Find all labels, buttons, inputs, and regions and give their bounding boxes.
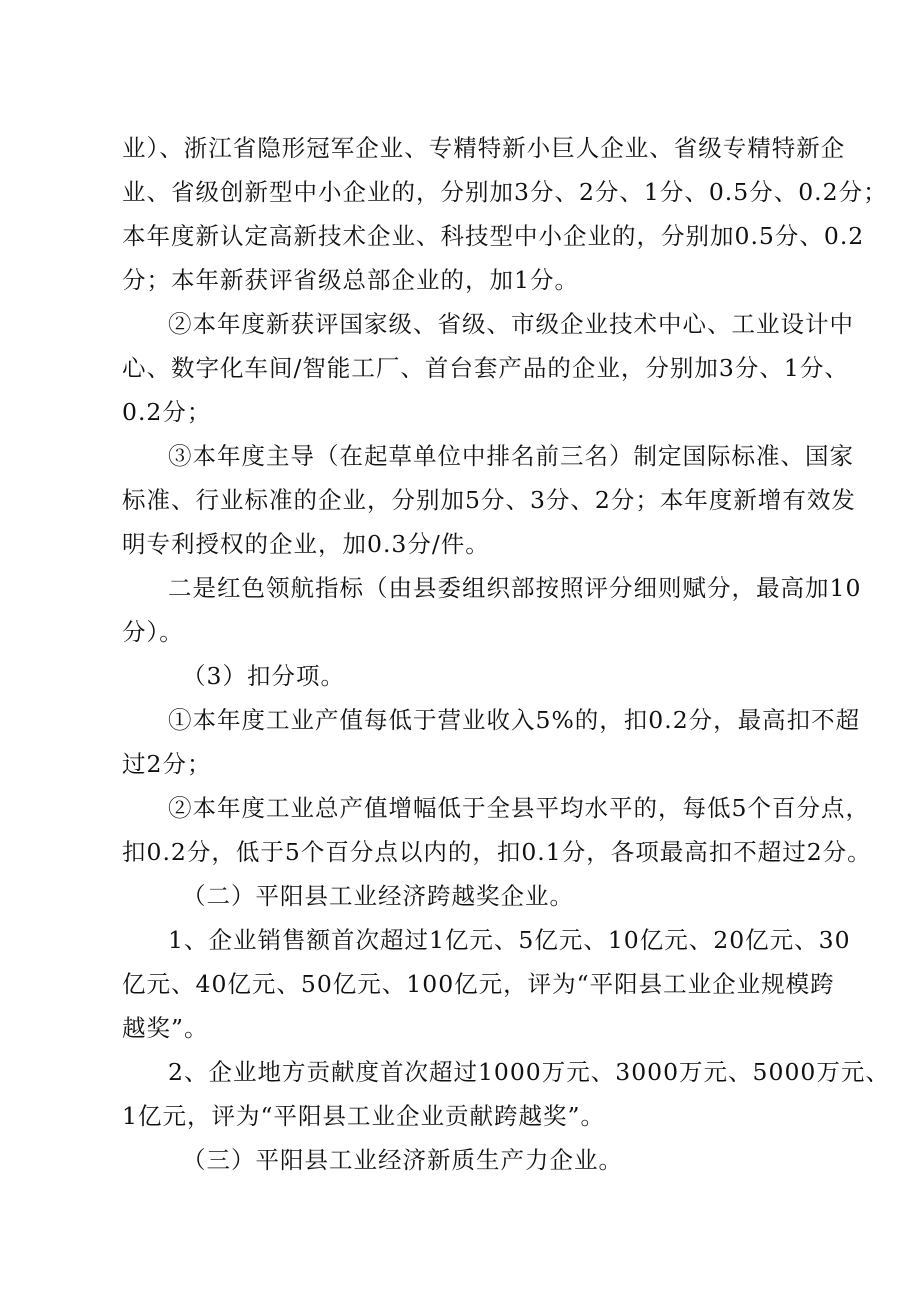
- section-heading: （3）扣分项。: [182, 662, 345, 690]
- text-line: 分；本年新获评省级总部企业的，加1分。: [122, 266, 579, 294]
- text-line: 1亿元，评为“平阳县工业企业贡献跨越奖”。: [122, 1102, 605, 1130]
- text-line: 亿元、40亿元、50亿元、100亿元，评为“平阳县工业企业规模跨: [122, 970, 835, 998]
- text-line: 业、省级创新型中小企业的，分别加3分、2分、1分、0.5分、0.2分；: [122, 178, 888, 206]
- section-heading: （三）平阳县工业经济新质生产力企业。: [182, 1146, 623, 1174]
- text-line: 扣0.2分，低于5个百分点以内的，扣0.1分，各项最高扣不超过2分。: [122, 838, 872, 866]
- text-line: ②本年度新获评国家级、省级、市级企业技术中心、工业设计中: [168, 310, 854, 338]
- section-heading: （二）平阳县工业经济跨越奖企业。: [182, 882, 574, 910]
- text-line: 二是红色领航指标（由县委组织部按照评分细则赋分，最高加10: [168, 574, 862, 602]
- text-line: 0.2分；: [122, 398, 212, 426]
- text-line: 越奖”。: [122, 1014, 209, 1042]
- text-line: 分）。: [122, 618, 184, 646]
- text-line: 1、企业销售额首次超过1亿元、5亿元、10亿元、20亿元、30: [168, 926, 851, 954]
- text-line: 过2分；: [122, 750, 212, 778]
- text-line: ①本年度工业产值每低于营业收入5%的，扣0.2分，最高扣不超: [168, 706, 861, 734]
- text-line: 本年度新认定高新技术企业、科技型中小企业的，分别加0.5分、0.2: [122, 222, 865, 250]
- text-line: ③本年度主导（在起草单位中排名前三名）制定国际标准、国家: [168, 442, 854, 470]
- text-line: 标准、行业标准的企业，分别加5分、3分、2分；本年度新增有效发: [122, 486, 856, 514]
- text-line: 明专利授权的企业，加0.3分/件。: [122, 530, 490, 558]
- text-line: 2、企业地方贡献度首次超过1000万元、3000万元、5000万元、: [168, 1058, 890, 1086]
- text-line: 业）、浙江省隐形冠军企业、专精特新小巨人企业、省级专精特新企: [122, 134, 846, 162]
- text-line: 心、数字化车间/智能工厂、首台套产品的企业，分别加3分、1分、: [122, 354, 849, 382]
- text-line: ②本年度工业总产值增幅低于全县平均水平的，每低5个百分点，: [168, 794, 870, 822]
